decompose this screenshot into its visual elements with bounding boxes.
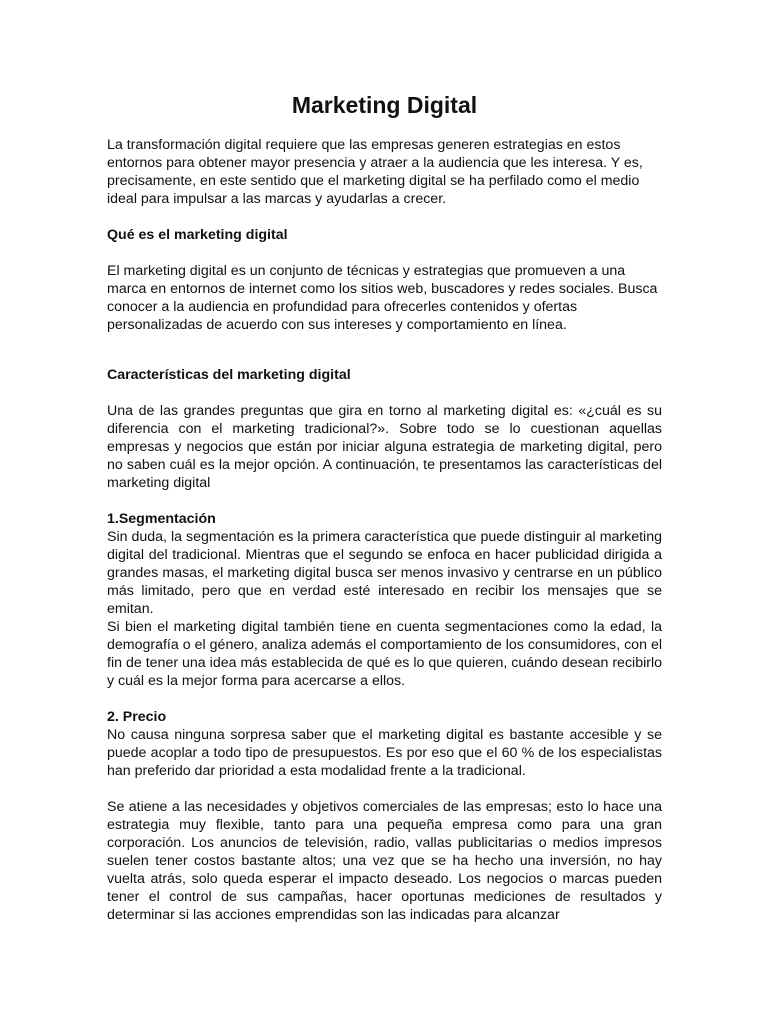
intro-paragraph: La transformación digital requiere que las empresas generen estrategias en estos entornos para obtener mayor presencia y atraer a la audiencia que les interesa. Y es, precisamente, en este sentido que el marketing digital se ha perfilado como el medio ideal para impulsar a las marcas y ayudarlas a crecer. xyxy=(107,137,643,207)
spacer xyxy=(107,244,662,262)
precio-paragraph-2: Se atiene a las necesidades y objetivos comerciales de las empresas; esto lo hace una estrategia muy flexible, tanto para una pequeña empresa como para una gran corporación. Los anuncios de televisión, radio, vallas publicitarias o medios impresos suelen tener costos bastante altos; una vez que se ha hecho una inversión, no hay vuelta atrás, solo queda esperar el impacto deseado. Los negocios o marcas pueden tener el control de sus campañas, hacer oportunas mediciones de resultados y determinar si las acciones emprendidas son las indicadas para alcanzar xyxy=(107,799,662,923)
que-es-paragraph: El marketing digital es un conjunto de técnicas y estrategias que promueven a una marca en entornos de internet como los sitios web, buscadores y redes sociales. Busca conocer a la audiencia en profundidad para ofrecerles contenidos y ofertas personalizadas de acuerdo con sus intereses y comportamiento en línea. xyxy=(107,263,658,333)
spacer xyxy=(107,334,662,366)
document-page xyxy=(107,90,662,924)
spacer xyxy=(107,384,662,402)
spacer xyxy=(107,780,662,798)
spacer xyxy=(107,492,662,510)
segmentacion-paragraph-2: Si bien el marketing digital también tiene en cuenta segmentaciones como la edad, la demografía o el género, analiza además el comportamiento de los consumidores, con el fin de tener una idea más establecida de qué es lo que quieren, cuándo desean recibirlo y cuál es la mejor forma para acercarse a ellos. xyxy=(107,619,662,689)
segmentacion-paragraph-1: Sin duda, la segmentación es la primera característica que puede distinguir al marketing digital del tradicional. Mientras que el segundo se enfoca en hacer publicidad dirigida a grandes masas, el marketing digital busca ser menos invasivo y centrarse en un público más limitado, pero que en verdad esté interesado en recibir los mensajes que se emitan. xyxy=(107,529,662,617)
heading-caracteristicas: Características del marketing digital xyxy=(107,367,351,383)
precio-paragraph-1: No causa ninguna sorpresa saber que el marketing digital es bastante accesible y se puede acoplar a todo tipo de presupuestos. Es por eso que el 60 % de los especialistas han preferido dar prioridad a esta modalidad frente a la tradicional. xyxy=(107,727,662,779)
heading-que-es: Qué es el marketing digital xyxy=(107,227,288,243)
heading-segmentacion: 1.Segmentación xyxy=(107,511,216,527)
document-title: Marketing Digital xyxy=(291,92,478,118)
spacer xyxy=(107,208,662,226)
spacer xyxy=(107,690,662,708)
caracteristicas-paragraph: Una de las grandes preguntas que gira en torno al marketing digital es: «¿cuál es su diferencia con el marketing tradicional?». Sobre todo se lo cuestionan aquellas empresas y negocios que están por iniciar alguna estrategia de marketing digital, pero no saben cuál es la mejor opción. A continuación, te presentamos las características del marketing digital xyxy=(107,403,662,491)
heading-precio: 2. Precio xyxy=(107,709,167,725)
